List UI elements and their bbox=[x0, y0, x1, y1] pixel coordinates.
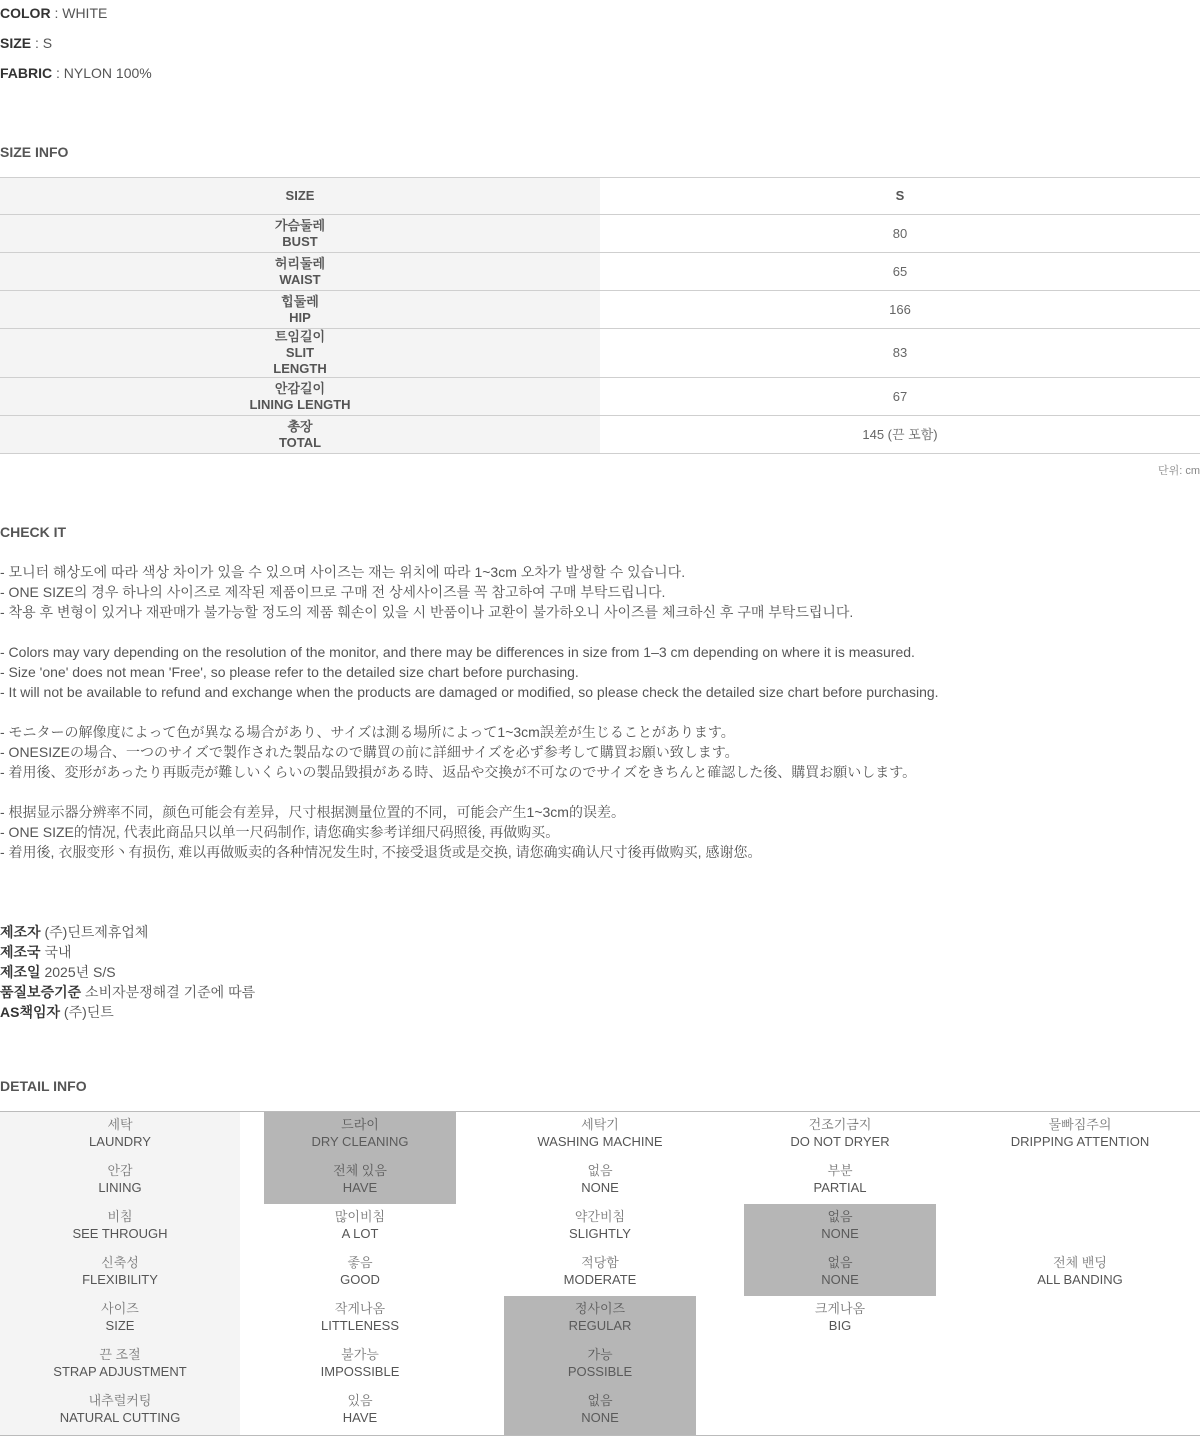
check-notes-ko bbox=[0, 562, 939, 622]
size-row-label-en: SLIT bbox=[285, 345, 315, 360]
detail-label-flexibility bbox=[0, 1250, 240, 1296]
spec-color-label: COLOR bbox=[0, 5, 51, 21]
maker-line bbox=[0, 942, 255, 962]
detail-label-en: LAUNDRY bbox=[89, 1134, 151, 1149]
option-ko: 세탁기 bbox=[581, 1117, 619, 1132]
size-row-label bbox=[0, 416, 600, 454]
table-row bbox=[0, 215, 1200, 253]
note-line: - It will not be available to refund and exchange when the products are damaged or modified, so please check the detailed size chart before purchasing. bbox=[0, 684, 939, 700]
size-row-value: 166 bbox=[600, 291, 1200, 329]
table-row bbox=[0, 416, 1200, 454]
note-line: - 根据显示器分辨率不同，颜色可能会有差异，尺寸根据测量位置的不同，可能会产生1~3cm的误差。 bbox=[0, 804, 625, 820]
size-table bbox=[0, 177, 1200, 454]
detail-option bbox=[504, 1112, 696, 1158]
detail-label-size bbox=[0, 1296, 240, 1342]
maker-label: 품질보증기준 bbox=[0, 984, 82, 1000]
detail-label-natural-cutting bbox=[0, 1388, 240, 1434]
note-line: - モニターの解像度によって色が異なる場合があり、サイズは測る場所によって1~3cm誤差が生じることがあります。 bbox=[0, 724, 735, 740]
option-ko: 없음 bbox=[587, 1393, 613, 1408]
detail-label-ko: 안감 bbox=[107, 1163, 133, 1178]
option-en: DRIPPING ATTENTION bbox=[1010, 1134, 1150, 1149]
option-en: A LOT bbox=[341, 1226, 379, 1241]
size-row-value: 67 bbox=[600, 378, 1200, 416]
size-row-label-en2: LENGTH bbox=[273, 361, 327, 376]
size-info-title: SIZE INFO bbox=[0, 144, 69, 160]
option-en: ALL BANDING bbox=[1037, 1272, 1123, 1287]
maker-value: 2025년 S/S bbox=[40, 964, 116, 980]
option-ko: 적당함 bbox=[581, 1255, 619, 1270]
size-row-value: 83 bbox=[600, 329, 1200, 378]
detail-label-en: STRAP ADJUSTMENT bbox=[53, 1364, 187, 1379]
size-row-label bbox=[0, 215, 600, 253]
detail-label-ko: 세탁 bbox=[107, 1117, 133, 1132]
size-row-label-en: WAIST bbox=[279, 271, 321, 287]
table-row bbox=[0, 253, 1200, 291]
note-line: - 着用後、変形があったり再販売が難しいくらいの製品毀損がある時、返品や交換が不可なのでサイズをきちんと確認した後、購買お願いします。 bbox=[0, 764, 917, 780]
size-row-label bbox=[0, 378, 600, 416]
spec-size bbox=[0, 35, 52, 51]
detail-option bbox=[504, 1158, 696, 1204]
size-row-value: 145 (끈 포함) bbox=[600, 416, 1200, 454]
maker-line bbox=[0, 1002, 255, 1022]
detail-option-selected bbox=[504, 1296, 696, 1342]
option-ko: 물빠짐주의 bbox=[1048, 1117, 1112, 1132]
detail-option bbox=[264, 1204, 456, 1250]
maker-label: AS책임자 bbox=[0, 1004, 61, 1020]
spec-fabric bbox=[0, 65, 152, 81]
detail-option-selected bbox=[504, 1388, 696, 1435]
size-row-label bbox=[0, 329, 600, 378]
check-it-title: CHECK IT bbox=[0, 524, 67, 540]
spec-fabric-label: FABRIC bbox=[0, 65, 53, 81]
note-line: - Colors may vary depending on the resolution of the monitor, and there may be differences in size from 1–3 cm depending on where it is measured. bbox=[0, 644, 915, 660]
option-en: LITTLENESS bbox=[320, 1318, 400, 1333]
option-en: MODERATE bbox=[563, 1272, 637, 1287]
option-ko: 건조기금지 bbox=[808, 1117, 872, 1132]
option-ko: 드라이 bbox=[341, 1117, 379, 1132]
size-header-value: S bbox=[600, 178, 1200, 215]
note-line: - Size 'one' does not mean 'Free', so please refer to the detailed size chart before purchasing. bbox=[0, 664, 579, 680]
option-ko: 부분 bbox=[827, 1163, 853, 1178]
detail-info-title: DETAIL INFO bbox=[0, 1078, 87, 1094]
note-line: - ONE SIZE的情况, 代表此商品只以单一尺码制作, 请您确实参考详细尺码照後, 再做购买。 bbox=[0, 824, 560, 840]
size-row-label-ko: 트임길이 bbox=[274, 329, 326, 344]
spec-fabric-value: : NYLON 100% bbox=[52, 65, 152, 81]
check-notes-en bbox=[0, 642, 939, 702]
detail-option bbox=[264, 1250, 456, 1296]
option-en: NONE bbox=[581, 1410, 619, 1425]
maker-label: 제조일 bbox=[0, 964, 41, 980]
detail-label-strap-adjustment bbox=[0, 1342, 240, 1388]
table-row bbox=[0, 378, 1200, 416]
detail-grid bbox=[0, 1111, 1200, 1436]
detail-option bbox=[264, 1296, 456, 1342]
option-en: SLIGHTLY bbox=[569, 1226, 631, 1241]
note-line: - 모니터 해상도에 따라 색상 차이가 있을 수 있으며 사이즈는 재는 위치에 따라 1~3cm 오차가 발생할 수 있습니다. bbox=[0, 564, 686, 580]
detail-option bbox=[744, 1296, 936, 1342]
option-en: HAVE bbox=[342, 1410, 378, 1425]
size-row-label-ko: 안감길이 bbox=[274, 380, 326, 396]
size-row-label-ko: 가슴둘레 bbox=[274, 217, 326, 233]
maker-label: 제조국 bbox=[0, 944, 41, 960]
note-line: - ONESIZEの場合、一つのサイズで製作された製品なので購買の前に詳細サイズを必ず参考して購買お願い致します。 bbox=[0, 744, 739, 760]
option-en: DO NOT DRYER bbox=[790, 1134, 890, 1149]
option-ko: 많이비침 bbox=[334, 1209, 386, 1224]
option-ko: 없음 bbox=[827, 1209, 853, 1224]
size-row-label-en: HIP bbox=[289, 309, 311, 325]
detail-option bbox=[504, 1250, 696, 1296]
detail-option-selected bbox=[744, 1250, 936, 1296]
note-line: - 착용 후 변형이 있거나 재판매가 불가능할 정도의 제품 훼손이 있을 시 반품이나 교환이 불가하오니 사이즈를 체크하신 후 구매 부탁드립니다. bbox=[0, 604, 854, 620]
check-notes-ja bbox=[0, 722, 939, 782]
detail-label-en: FLEXIBILITY bbox=[82, 1272, 158, 1287]
table-row bbox=[0, 291, 1200, 329]
option-en: NONE bbox=[581, 1180, 619, 1195]
option-ko: 없음 bbox=[587, 1163, 613, 1178]
detail-label-en: SIZE bbox=[105, 1318, 135, 1333]
spec-size-value: : S bbox=[31, 35, 53, 51]
maker-line bbox=[0, 982, 255, 1002]
size-row-value: 65 bbox=[600, 253, 1200, 291]
size-row-label-ko: 힙둘레 bbox=[281, 293, 319, 309]
maker-value: (주)딘트 bbox=[60, 1004, 114, 1020]
option-ko: 있음 bbox=[347, 1393, 373, 1408]
size-row-label bbox=[0, 291, 600, 329]
table-row bbox=[0, 329, 1200, 378]
check-it-notes bbox=[0, 562, 939, 882]
option-en: WASHING MACHINE bbox=[537, 1134, 663, 1149]
spec-color bbox=[0, 5, 107, 21]
maker-value: (주)딘트제휴업체 bbox=[40, 924, 149, 940]
option-en: DRY CLEANING bbox=[311, 1134, 409, 1149]
option-ko: 작게나옴 bbox=[334, 1301, 386, 1316]
detail-option bbox=[744, 1112, 936, 1158]
detail-option-selected bbox=[504, 1342, 696, 1388]
detail-option bbox=[264, 1342, 456, 1388]
option-en: BIG bbox=[828, 1318, 852, 1333]
detail-option bbox=[984, 1112, 1176, 1158]
size-row-label-en: LINING LENGTH bbox=[249, 396, 351, 412]
size-unit-note: 단위: cm bbox=[1157, 465, 1200, 477]
size-row-label-en: TOTAL bbox=[278, 434, 322, 450]
detail-label-en: LINING bbox=[98, 1180, 142, 1195]
option-en: PARTIAL bbox=[813, 1180, 867, 1195]
option-ko: 전체 밴딩 bbox=[1053, 1255, 1107, 1270]
option-ko: 가능 bbox=[587, 1347, 613, 1362]
detail-label-lining bbox=[0, 1158, 240, 1204]
maker-line bbox=[0, 922, 255, 942]
size-row-value: 80 bbox=[600, 215, 1200, 253]
detail-label-laundry bbox=[0, 1112, 240, 1158]
size-table-header bbox=[0, 178, 1200, 215]
maker-value: 국내 bbox=[40, 944, 72, 960]
option-en: NONE bbox=[821, 1272, 859, 1287]
detail-option-selected bbox=[744, 1204, 936, 1250]
maker-label: 제조자 bbox=[0, 924, 41, 940]
option-en: IMPOSSIBLE bbox=[320, 1364, 400, 1379]
option-ko: 불가능 bbox=[341, 1347, 379, 1362]
check-notes-zh bbox=[0, 802, 939, 862]
maker-info bbox=[0, 922, 255, 1022]
size-row-label-ko: 허리둘레 bbox=[274, 255, 326, 271]
option-en: NONE bbox=[821, 1226, 859, 1241]
spec-size-label: SIZE bbox=[0, 35, 32, 51]
detail-label-en: NATURAL CUTTING bbox=[59, 1410, 181, 1425]
option-ko: 정사이즈 bbox=[574, 1301, 626, 1316]
note-line: - 着用後, 衣服变形丶有损伤, 难以再做贩卖的各种情况发生时, 不接受退货或是交换, 请您确实确认尺寸後再做购买, 感谢您。 bbox=[0, 844, 762, 860]
option-en: REGULAR bbox=[568, 1318, 632, 1333]
detail-label-ko: 비침 bbox=[107, 1209, 133, 1224]
detail-option bbox=[264, 1388, 456, 1434]
detail-label-ko: 내추럴커팅 bbox=[88, 1393, 152, 1408]
option-en: HAVE bbox=[342, 1180, 378, 1195]
detail-label-ko: 신축성 bbox=[101, 1255, 139, 1270]
option-ko: 좋음 bbox=[347, 1255, 373, 1270]
detail-option-selected bbox=[264, 1112, 456, 1158]
detail-label-see-through bbox=[0, 1204, 240, 1250]
detail-option bbox=[504, 1204, 696, 1250]
size-header-label: SIZE bbox=[0, 178, 600, 215]
detail-option-selected bbox=[264, 1158, 456, 1204]
size-row-label-en: BUST bbox=[282, 233, 318, 249]
detail-label-ko: 사이즈 bbox=[101, 1301, 139, 1316]
option-ko: 없음 bbox=[827, 1255, 853, 1270]
detail-option bbox=[984, 1250, 1176, 1296]
option-en: GOOD bbox=[340, 1272, 380, 1287]
detail-label-en: SEE THROUGH bbox=[72, 1226, 168, 1241]
option-ko: 전체 있음 bbox=[333, 1163, 387, 1178]
maker-line bbox=[0, 962, 255, 982]
spec-color-value: : WHITE bbox=[50, 5, 108, 21]
detail-option bbox=[744, 1158, 936, 1204]
maker-value: 소비자분쟁해결 기준에 따름 bbox=[81, 984, 256, 1000]
size-row-label bbox=[0, 253, 600, 291]
option-ko: 약간비침 bbox=[574, 1209, 626, 1224]
detail-label-ko: 끈 조절 bbox=[99, 1347, 141, 1362]
option-en: POSSIBLE bbox=[567, 1364, 633, 1379]
note-line: - ONE SIZE의 경우 하나의 사이즈로 제작된 제품이므로 구매 전 상세사이즈를 꼭 참고하여 구매 부탁드립니다. bbox=[0, 584, 666, 600]
size-row-label-ko: 총장 bbox=[287, 418, 313, 434]
option-ko: 크게나옴 bbox=[814, 1301, 866, 1316]
